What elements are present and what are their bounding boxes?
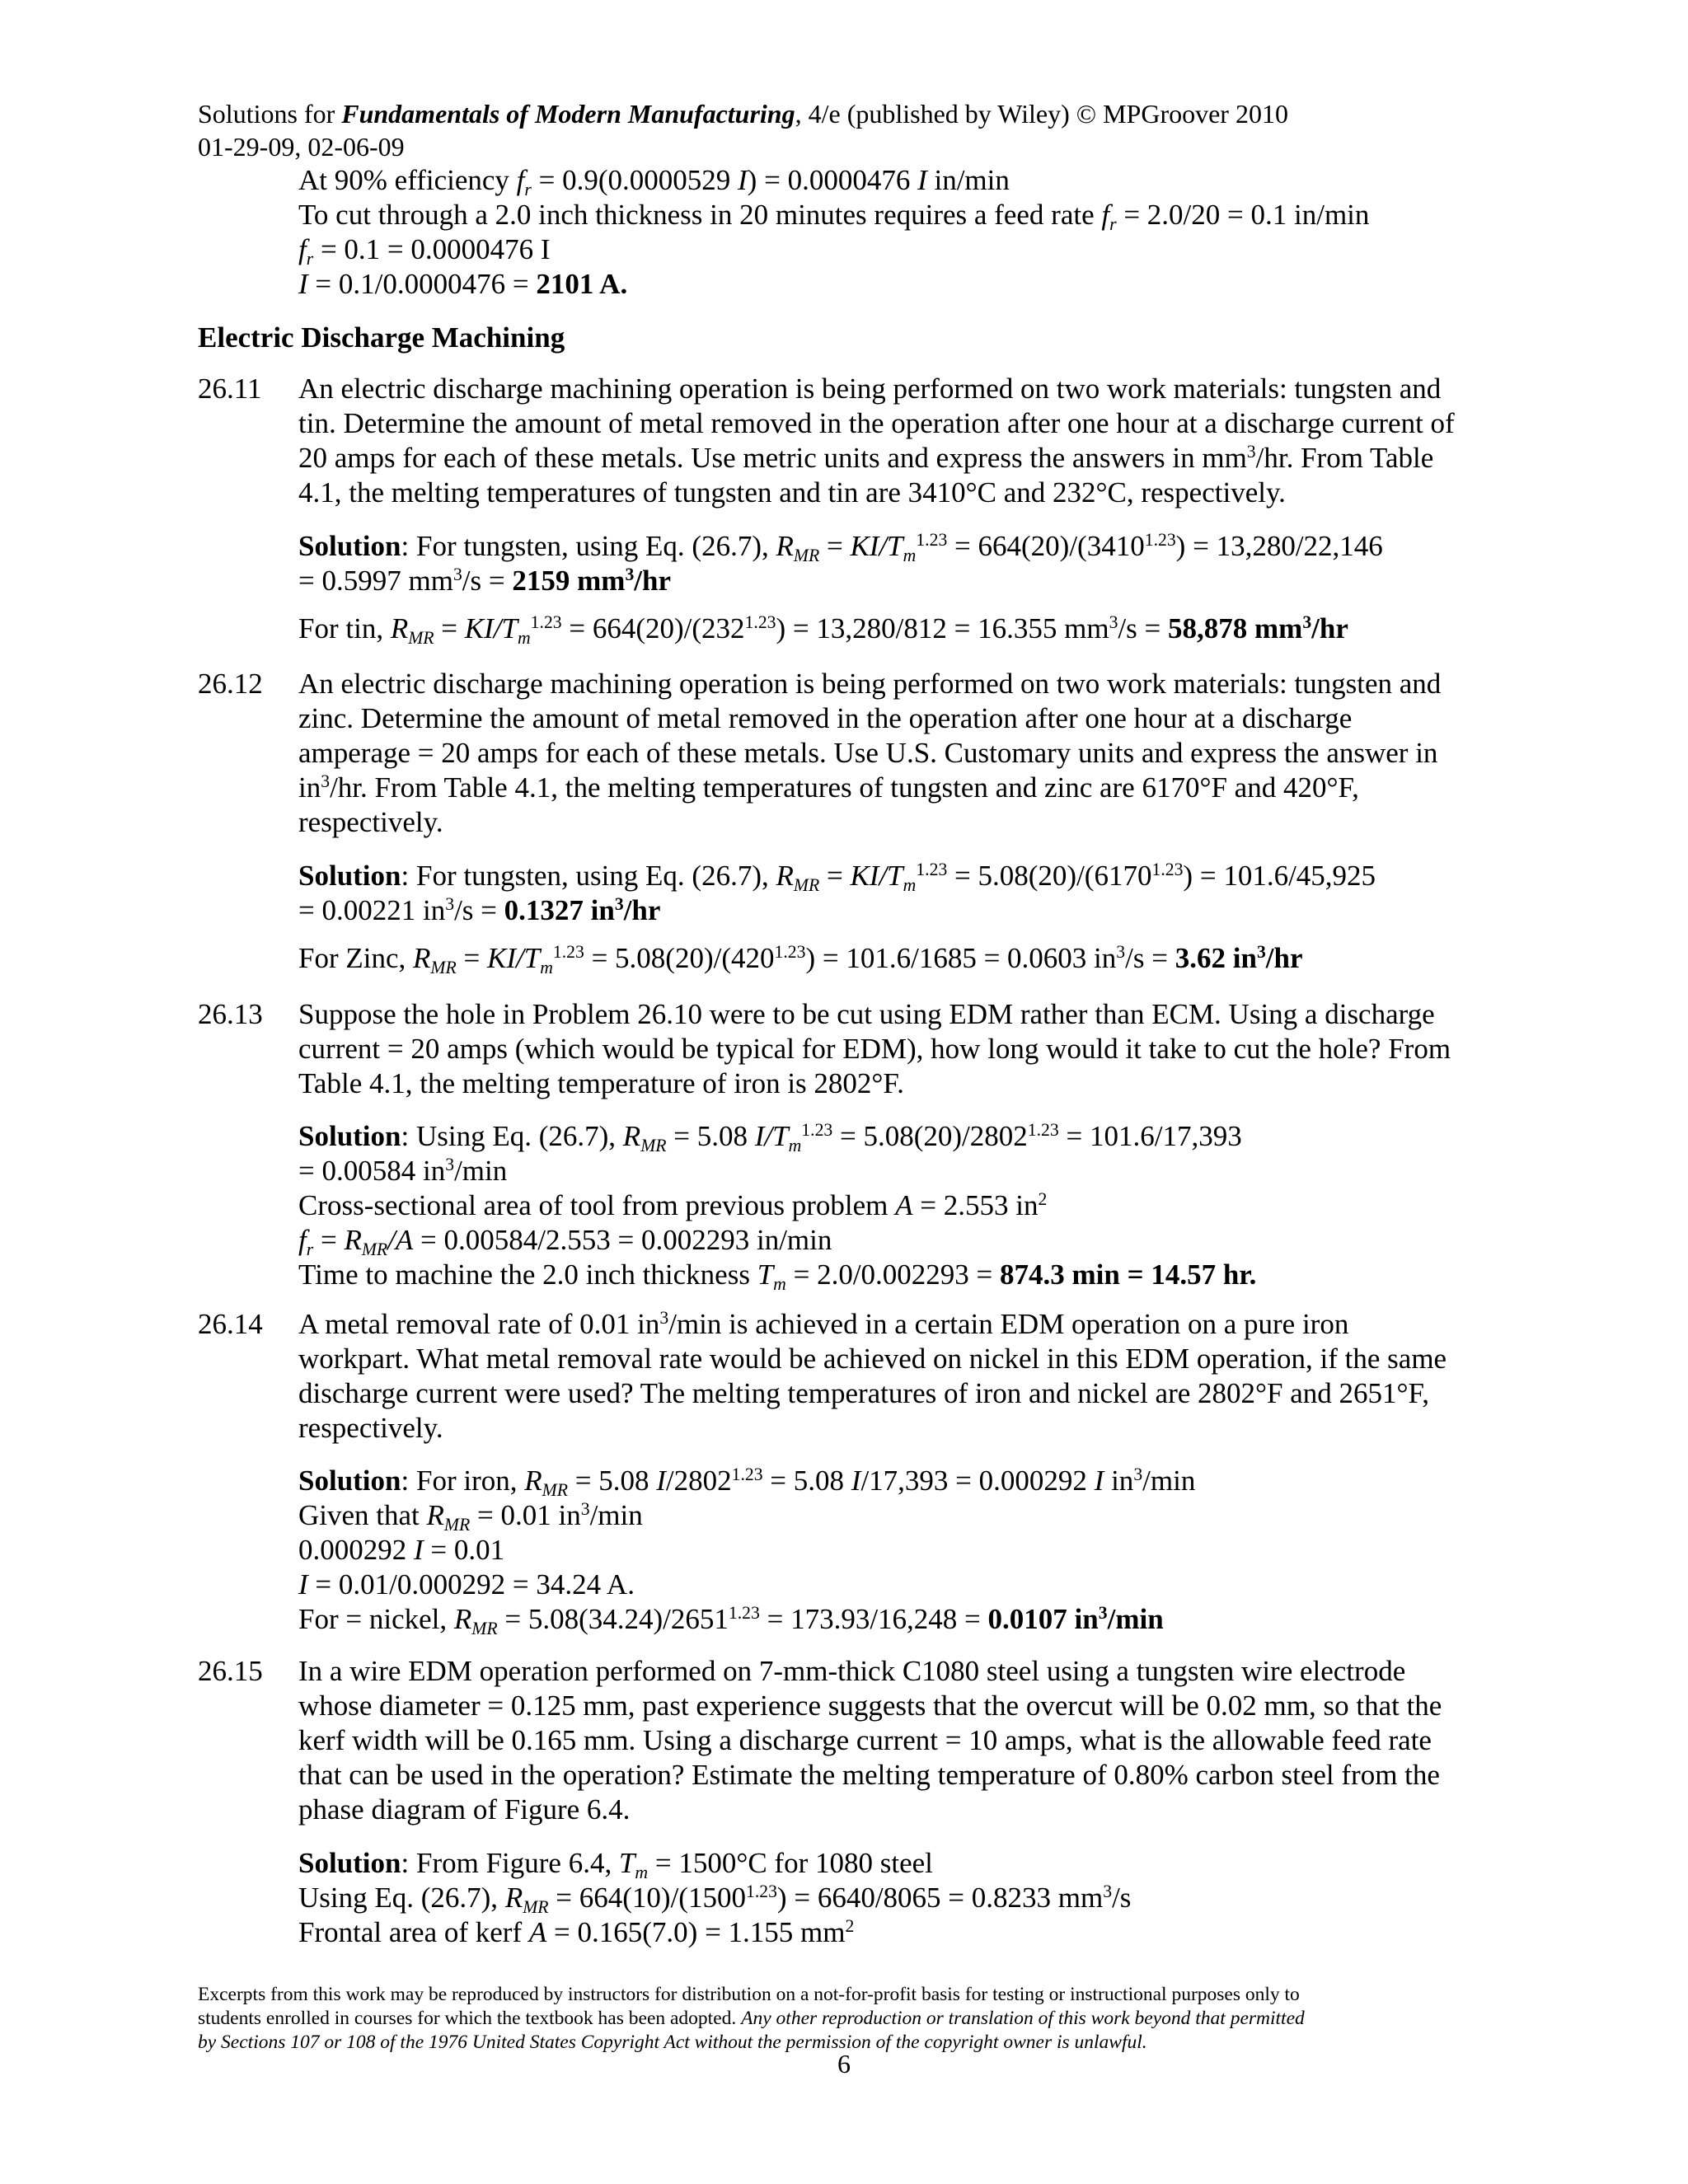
carryover-solution: At 90% efficiency $f_r = 0.9(0.0000529$ I) = 0.0000476 I in/min To cut through a 2.0 inch thickness in 20 minutes requires a feed rate $f_r = 2.0/20 = 0.1$ in/min $f_r = 0.1 = 0.0000476$ I I = 0.1/0.0000476 = 2101 A. xyxy=(298,164,1370,300)
problem-statement: Suppose the hole in Problem 26.10 were to be cut using EDM rather than ECM. Using a discharge current = 20 amps (which would be typical for EDM), how long would it take to cut the hole? From Table 4.1, the melting temperature of iron is 2802°F. xyxy=(298,998,1451,1099)
problem-statement: An electric discharge machining operation is being performed on two work materials: tungsten and tin. Determine the amount of metal removed in the operation after one hour at a discharge current of 20 amps for each of these metals. Use metric units and express the answers in $mm^3/hr$. From Table 4.1, the melting temperatures of tungsten and tin are 3410°C and 232°C, respectively. xyxy=(298,373,1455,509)
book-title: Fundamentals of Modern Manufacturing xyxy=(341,99,795,129)
problem-solution: Solution: For tungsten, using Eq. (26.7), $R_{MR} = KI/T_m^{1.23} = 5.08(20)/(6170^{1.23}) = 101.6/45,925$ = 0.00221 $in^3/s = 0.1327$ $in^3/hr$ For Zinc, $R_{MR} = KI/T_m^{1.23} = 5.08(20)/(420^{1.23}) = 101.6/1685 = 0.0603$ $in^3/s = 3.62$ $in^3/hr$ xyxy=(298,860,1376,977)
problem-number: 26.12 xyxy=(198,668,263,700)
page-header: Solutions for Fundamentals of Modern Manufacturing, 4/e (published by Wiley) © MPGroover 2010 01-29-09, 02-06-09 xyxy=(198,97,1599,163)
problem-solution: Solution: For iron, $R_{MR} = 5.08$ $I/2802^{1.23} = 5.08$ I/17,393 = 0.000292 I $in^3/\min$ Given that $R_{MR} = 0.01$ $in^3/\min$ 0.000292 I = 0.01 I = 0.01/0.000292 = 34.24 A. For = nickel, $R_{MR} = 5.08(34.24)/2651^{1.23} = 173.93/16,248 = 0.0107$ $in^3/\min$ xyxy=(298,1465,1196,1638)
copyright-footer: Excerpts from this work may be reproduced by instructors for distribution on a not-for-profit basis for testing or instructional purposes only to students enrolled in courses for which the textbook has been adopted. Any other reproduction or translation of this work beyond that permitted by Sections 107 or 108 of the 1976 United States Copyright Act without the permission of the copyright owner is unlawful. xyxy=(198,1984,1305,2053)
page-number: 6 xyxy=(837,2049,851,2079)
section-title: Electric Discharge Machining xyxy=(198,321,565,354)
carryover-answer: 2101 A. xyxy=(536,268,628,300)
problem-solution: Solution: For tungsten, using Eq. (26.7), $R_{MR} = KI/T_m^{1.23} = 664(20)/(3410^{1.23}) = 13,280/22,146$ = 0.5997 $mm^3/s = 2159$ $mm^3/hr$ For tin, $R_{MR} = KI/T_m^{1.23} = 664(20)/(232^{1.23}) = 13,280/812 = 16.355$ $mm^3/s = 58,878$ $mm^3/hr$ xyxy=(298,530,1383,648)
problem-solution: Solution: Using Eq. (26.7), $R_{MR} = 5.08$ $I/T_m^{1.23} = 5.08(20)/2802^{1.23} = 101.6/17,393$ = 0.00584 $in^3/\min$ Cross-sectional area of tool from previous problem A = 2.553 $in^2$ $f_r = R_{MR}/A = 0.00584/2.553 = 0.002293$ in/min Time to machine the 2.0 inch thickness $T_m = 2.0/0.002293 = 874.3$ min = 14.57 hr. xyxy=(298,1120,1257,1294)
problem-statement: An electric discharge machining operation is being performed on two work materials: tungsten and zinc. Determine the amount of metal removed in the operation after one hour at a discharge amperage = 20 amps for each of these metals. Use U.S. Customary units and express the answer in $in^3/hr$. From Table 4.1, the melting temperatures of tungsten and zinc are 6170°F and 420°F, respectively. xyxy=(298,668,1442,838)
problem-number: 26.11 xyxy=(198,373,262,405)
problem-statement: In a wire EDM operation performed on 7-mm-thick C1080 steel using a tungsten wire electrode whose diameter = 0.125 mm, past experience suggests that the overcut will be 0.02 mm, so that the kerf width will be 0.165 mm. Using a discharge current = 10 amps, what is the allowable feed rate that can be used in the operation? Estimate the melting temperature of 0.80% carbon steel from the phase diagram of Figure 6.4. xyxy=(298,1655,1442,1825)
header-dates: 01-29-09, 02-06-09 xyxy=(198,132,405,162)
problem-number: 26.13 xyxy=(198,998,263,1030)
problem-number: 26.14 xyxy=(198,1308,263,1340)
problem-statement: A metal removal rate of 0.01 $in^3/\min$ is achieved in a certain EDM operation on a pure iron workpart. What metal removal rate would be achieved on nickel in this EDM operation, if the same discharge current were used? The melting temperatures of iron and nickel are 2802°F and 2651°F, respectively. xyxy=(298,1308,1447,1444)
problem-number: 26.15 xyxy=(198,1655,263,1687)
problem-solution: Solution: From Figure 6.4, $T_m = 1500^\circ C$ for 1080 steel Using Eq. (26.7), $R_{MR} = 664(10)/(1500^{1.23}) = 6640/8065 = 0.8233$ $mm^3/s$ Frontal area of kerf A = 0.165(7.0) = 1.155 $mm^2$ xyxy=(298,1847,1132,1948)
